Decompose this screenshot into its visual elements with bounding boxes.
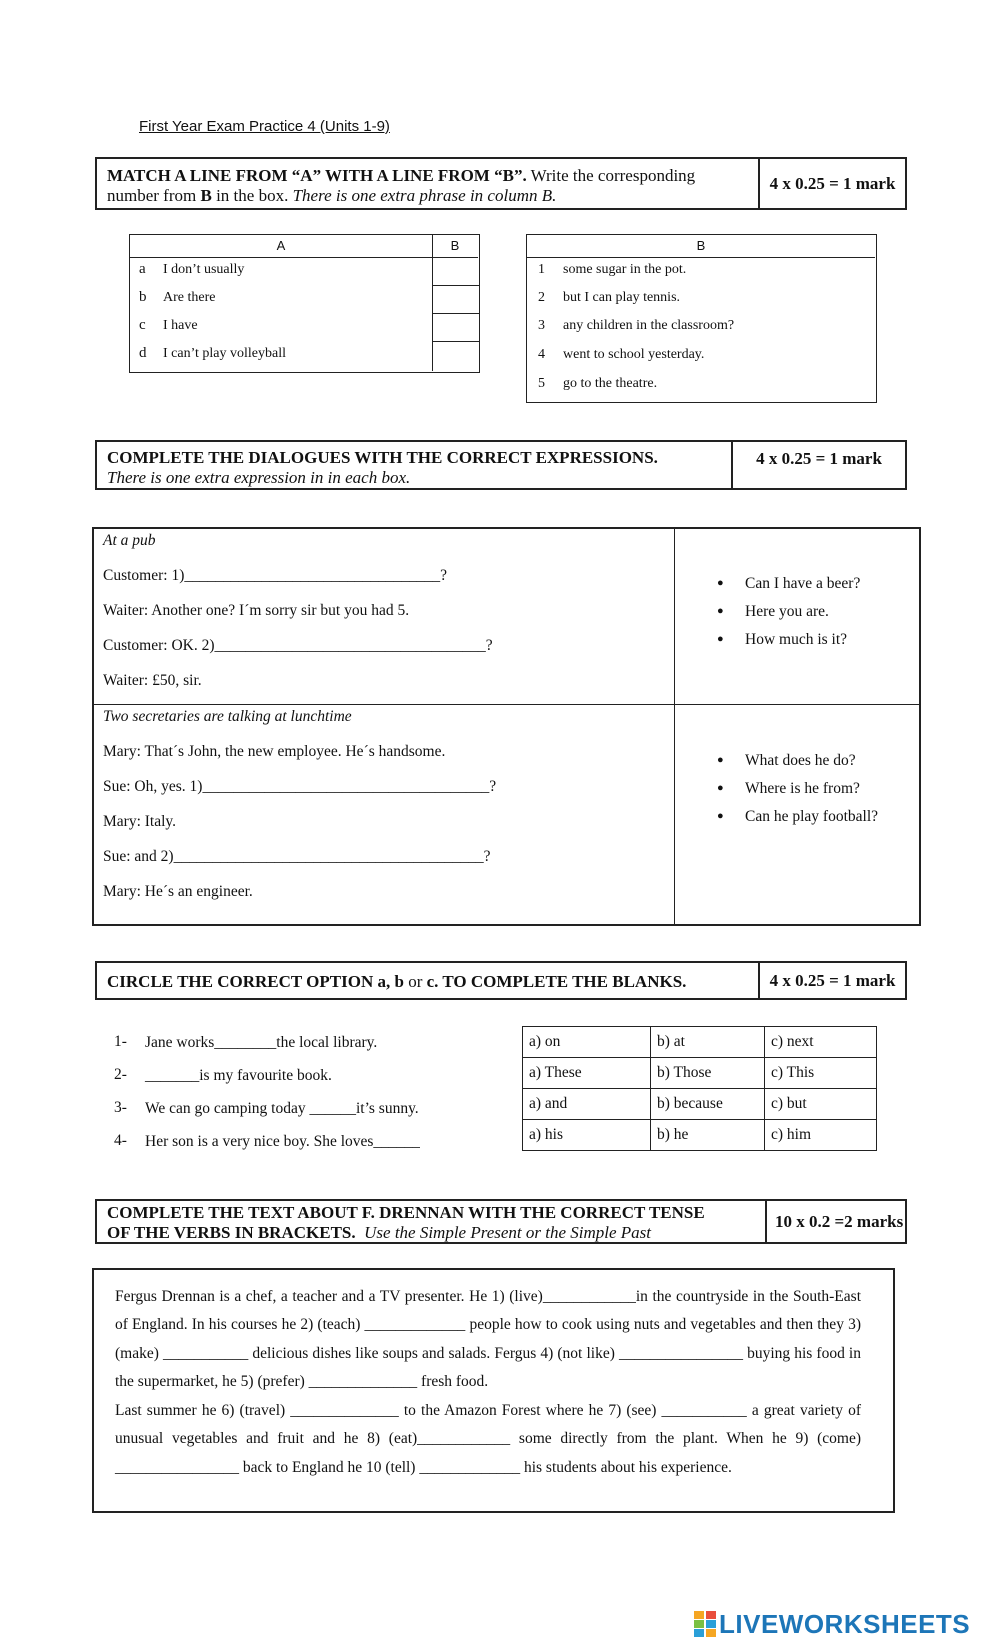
list-item: any children in the classroom? [563,318,735,333]
dialogue-line: Mary: Italy. [103,813,177,830]
answer-box-d[interactable] [434,342,478,371]
col-b-header: B [432,235,478,258]
section3-instruction: CIRCLE THE CORRECT OPTION a, b or c. TO COMPLETE THE BLANKS. [107,972,687,991]
question-number: 3- [114,1099,127,1116]
dialogue-line: Waiter: £50, sir. [103,672,202,689]
table-row: b [139,289,147,305]
answer-box-a[interactable] [434,258,478,284]
liveworksheets-logo [694,1608,970,1640]
section4-mark: 10 x 0.2 =2 marks [775,1211,904,1231]
dialogue-line: Customer: 1)_________________________________? [103,567,447,584]
list-item: go to the theatre. [563,376,658,391]
col-a-header: A [130,235,433,258]
option-item: ● What does he do? [745,752,856,770]
table-row: I can’t play volleyball [163,346,286,361]
option-b[interactable]: b) he [651,1120,765,1151]
table-row [523,1120,877,1151]
section3-instruction-box [95,961,907,1000]
match-table-a [129,234,480,373]
dialogue-line: Customer: OK. 2)___________________________________? [103,637,493,654]
logo-text: LIVEWORKSHEETS [719,1608,971,1639]
section4-instruction: COMPLETE THE TEXT ABOUT F. DRENNAN WITH THE CORRECT TENSE OF THE VERBS IN BRACKETS. Use the Simple Present or the Simple Past [107,1203,705,1242]
option-item: ● Can he play football? [745,808,878,826]
match-table-b [526,234,877,403]
dialogues-box [92,527,921,926]
dialogue-line: Mary: That´s John, the new employee. He´s handsome. [103,743,446,760]
section1-mark: 4 x 0.25 = 1 mark [769,173,896,193]
dialogue-line: Sue: Oh, yes. 1)_____________________________________? [103,778,497,795]
table-b-header: B [527,235,875,258]
table-row: Are there [163,290,216,305]
option-c[interactable]: c) but [765,1089,877,1120]
option-b[interactable]: b) because [651,1089,765,1120]
table-row: d [139,345,147,361]
list-item: went to school yesterday. [563,347,705,362]
question-text: Her son is a very nice boy. She loves______ [145,1133,420,1150]
dialogue-line: Sue: and 2)________________________________________? [103,848,491,865]
table-row [523,1027,877,1058]
logo-icon [694,1611,716,1637]
section1-instruction-box [95,157,907,210]
option-item: ● How much is it? [745,631,847,649]
section3-mark: 4 x 0.25 = 1 mark [769,970,896,990]
section1-instruction: MATCH A LINE FROM “A” WITH A LINE FROM “B”. Write the corresponding number from B in the box. There is one extra phrase in column B. [107,166,696,205]
option-item: ● Where is he from? [745,780,860,798]
question-number: 2- [114,1066,127,1083]
options-table [522,1026,877,1151]
question-number: 1- [114,1033,127,1050]
table-row: I have [163,318,198,333]
table-row [523,1089,877,1120]
list-item: 5 [538,376,545,391]
option-c[interactable]: c) him [765,1120,877,1151]
question-text: Jane works________the local library. [145,1034,378,1051]
section2-instruction: COMPLETE THE DIALOGUES WITH THE CORRECT EXPRESSIONS. There is one extra expression in in each box. [107,448,658,487]
list-item: 1 [538,262,545,277]
option-b[interactable]: b) Those [651,1058,765,1089]
text-paragraph-1: Fergus Drennan is a chef, a teacher and a TV presenter. He 1) (live)____________in the countryside in the South-East of England. In his courses he 2) (teach) _____________ people how to cook using nuts and vegetables and then they 3) (make) ___________ delicious dishes like soups and salads. Fergus 4) (not like) ________________ buying his food in the supermarket, he 5) (prefer) ______________ fresh food. [115,1288,861,1391]
answer-box-c[interactable] [434,314,478,340]
dialogue1-setting: At a pub [103,532,156,549]
list-item: 2 [538,290,545,305]
option-item: ● Here you are. [745,603,829,621]
section4-instruction-box [95,1199,907,1244]
option-b[interactable]: b) at [651,1027,765,1058]
list-item: 4 [538,347,545,362]
section2-mark: 4 x 0.25 = 1 mark [756,449,882,468]
list-item: some sugar in the pot. [563,262,687,277]
dialogue-line: Waiter: Another one? I´m sorry sir but you had 5. [103,602,410,619]
list-item: but I can play tennis. [563,290,681,305]
text-paragraph-2: Last summer he 6) (travel) ______________ to the Amazon Forest where he 7) (see) ___________ a great variety of unusual vegetables and fruit and he 8) (eat)____________ some directly from the plant. When he 9) (come) ________________ back to England he 10 (tell) _____________ his students about his experience. [115,1402,861,1476]
dialogue-line: Mary: He´s an engineer. [103,883,253,900]
dialogue2-setting: Two secretaries are talking at lunchtime [103,708,352,725]
page-title: First Year Exam Practice 4 (Units 1-9) [139,118,390,135]
answer-box-b[interactable] [434,286,478,312]
option-a[interactable]: a) his [523,1120,651,1151]
table-row: a [139,261,146,277]
option-a[interactable]: a) and [523,1089,651,1120]
table-row: c [139,317,146,333]
option-item: ● Can I have a beer? [745,575,860,593]
table-row [523,1058,877,1089]
option-a[interactable]: a) These [523,1058,651,1089]
option-c[interactable]: c) This [765,1058,877,1089]
question-number: 4- [114,1132,127,1149]
list-item: 3 [538,318,545,333]
table-row: I don’t usually [163,262,245,277]
section2-instruction-box [95,440,907,490]
question-text: We can go camping today ______it’s sunny. [145,1100,419,1117]
option-c[interactable]: c) next [765,1027,877,1058]
question-text: _______is my favourite book. [145,1067,332,1084]
option-a[interactable]: a) on [523,1027,651,1058]
